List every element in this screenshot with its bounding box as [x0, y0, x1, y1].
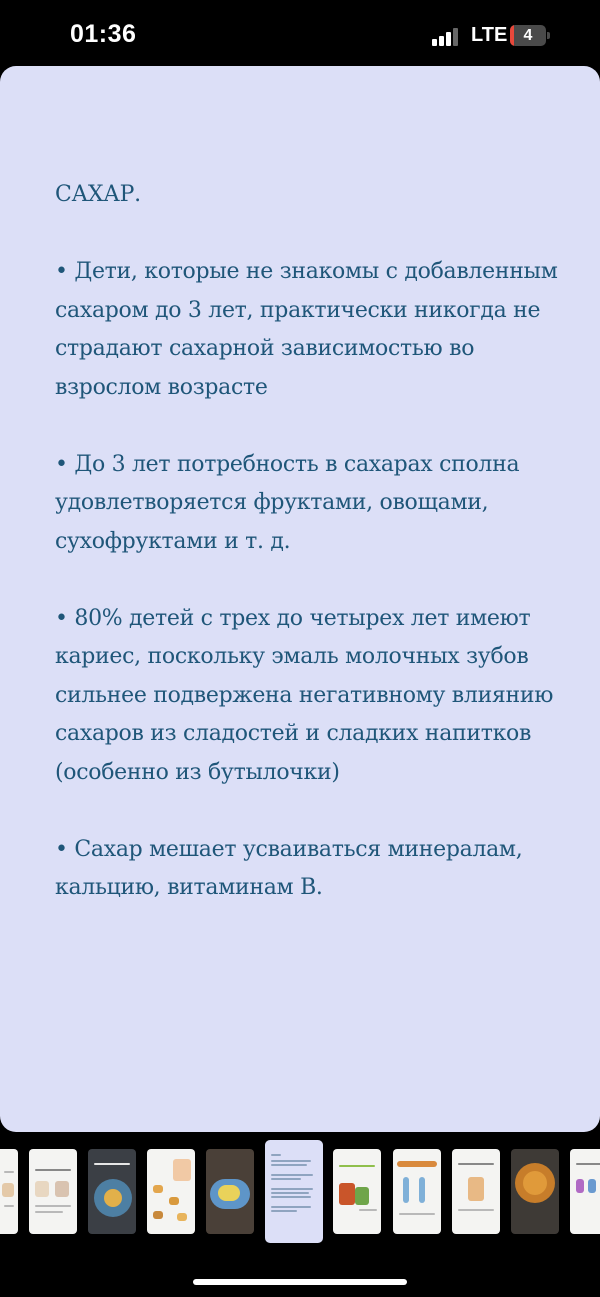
battery-level: 4 — [523, 27, 533, 44]
story-thumbnail[interactable] — [29, 1149, 77, 1234]
story-thumbnail[interactable] — [393, 1149, 441, 1234]
story-thumbnail[interactable] — [147, 1149, 195, 1234]
story-thumbnail-current[interactable] — [265, 1140, 323, 1243]
story-thumbnail[interactable] — [333, 1149, 381, 1234]
story-paragraph: • Сахар мешает усваиваться минералам, кальцию, витаминам В. — [55, 836, 523, 900]
story-text — [55, 176, 575, 908]
story-thumbnail[interactable] — [0, 1149, 18, 1234]
story-paragraph: • До 3 лет потребность в сахарах сполна удовлетворяется фруктами, овощами, сухофруктами и т. д. — [55, 451, 520, 554]
story-card[interactable] — [0, 66, 600, 1132]
cellular-signal-icon — [432, 26, 462, 46]
story-thumbnail[interactable] — [88, 1149, 136, 1234]
status-bar — [0, 0, 600, 66]
story-thumbnail[interactable] — [206, 1149, 254, 1234]
battery-icon — [510, 25, 550, 46]
story-thumbnail-strip[interactable] — [0, 1140, 600, 1245]
story-thumbnail[interactable] — [452, 1149, 500, 1234]
story-thumbnail[interactable] — [511, 1149, 559, 1234]
clock: 01:36 — [70, 20, 137, 48]
story-heading: САХАР. — [55, 182, 141, 207]
story-paragraph: • Дети, которые не знакомы с добавленным сахаром до 3 лет, практически никогда не страдают сахарной зависимостью во взрослом возрасте — [55, 259, 558, 400]
story-thumbnail[interactable] — [570, 1149, 600, 1234]
network-type: LTE — [471, 24, 508, 46]
story-paragraph: • 80% детей с трех до четырех лет имеют кариес, поскольку эмаль молочных зубов сильнее подвержена негативному влиянию сахаров из сладостей и сладких напитков (особенно из бутылочки) — [55, 605, 554, 785]
home-indicator[interactable] — [193, 1279, 407, 1285]
